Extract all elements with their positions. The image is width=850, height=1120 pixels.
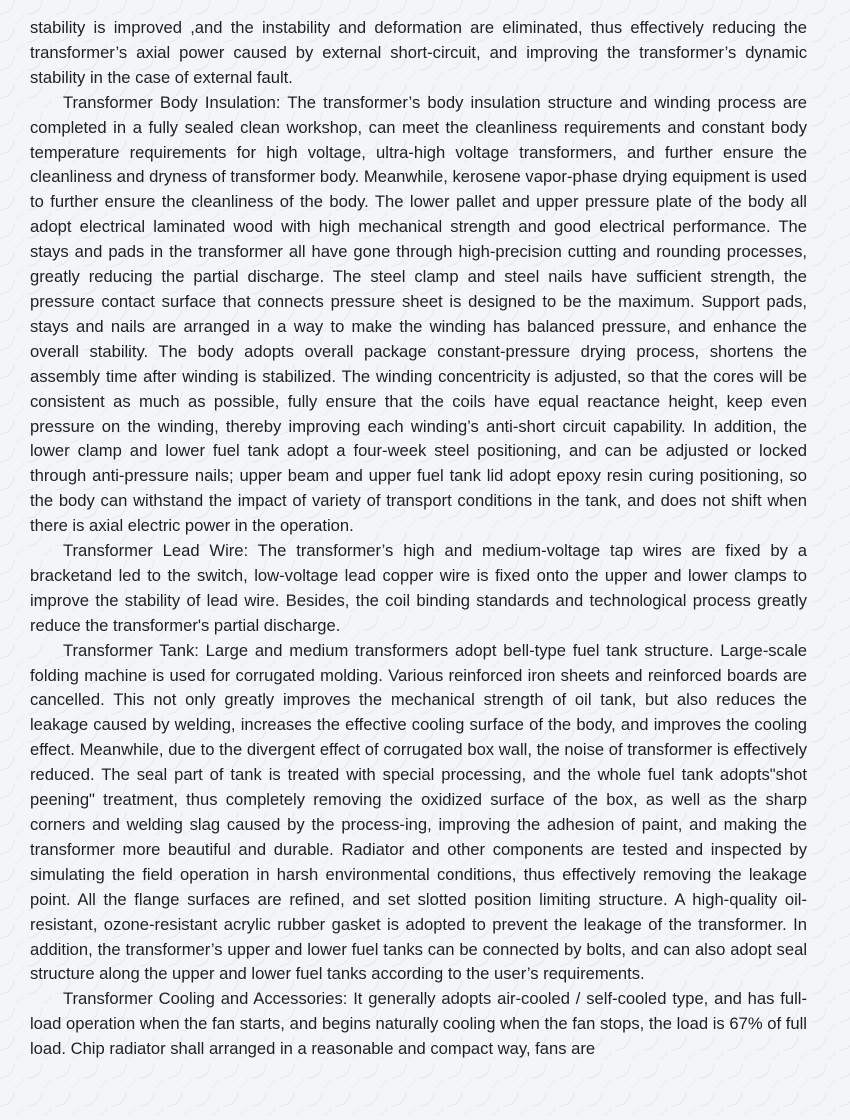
paragraph-tank: Transformer Tank: Large and medium transformers adopt bell-type fuel tank structure. Large-scale folding machine is used for corrugated molding. Various reinforced iron sheets and reinforced boards are cancelled. This not only greatly improves the mechanical strength of oil tank, but also reduces the leakage caused by welding, increases the effective cooling surface of the body, and improves the cooling effect. Meanwhile, due to the divergent effect of corrugated box wall, the noise of transformer is effectively reduced. The seal part of tank is treated with special processing, and the whole fuel tank adopts"shot peening" treatment, thus completely removing the oxidized surface of the box, as well as the sharp corners and welding slag caused by the process-ing, improving the adhesion of paint, and making the transformer more beautiful and durable. Radiator and other components are tested and inspected by simulating the field operation in harsh environmental conditions, thus effectively removing the leakage point. All the flange surfaces are refined, and set slotted position limiting structure. A high-quality oil-resistant, ozone-resistant acrylic rubber gasket is adopted to prevent the leakage of the transformer. In addition, the transformer’s upper and lower fuel tanks can be connected by bolts, and can also adopt seal structure along the upper and lower fuel tanks according to the user’s requirements. (30, 640, 807, 984)
paragraph-body-insulation: Transformer Body Insulation: The transformer’s body insulation structure and winding process are completed in a fully sealed clean workshop, can meet the cleanliness requirements and constant body temperature requirements for high voltage, ultra-high voltage transformers, and further ensure the cleanliness and dryness of transformer body. Meanwhile, kerosene vapor-phase drying equipment is used to further ensure the cleanliness of the body. The lower pallet and upper pressure plate of the body all adopt electrical laminated wood with high mechanical strength and good electrical performance. The stays and pads in the transformer all have gone through high-precision cutting and rounding processes, greatly reducing the partial discharge. The steel clamp and steel nails have sufficient strength, the pressure contact surface that connects pressure sheet is designed to be the maximum. Support pads, stays and nails are arranged in a way to make the winding has balanced pressure, and enhance the overall stability. The body adopts overall package constant-pressure drying process, shortens the assembly time after winding is stabilized. The winding concentricity is adjusted, so that the cores will be consistent as much as possible, fully ensure that the coils have equal reactance height, keep even pressure on the winding, thereby improving each winding’s anti-short circuit capability. In addition, the lower clamp and lower fuel tank adopt a four-week steel positioning, and can be adjusted or locked through anti-pressure nails; upper beam and upper fuel tank lid adopt epoxy resin curing positioning, so the body can withstand the impact of variety of transport conditions in the tank, and does not shift when there is axial electric power in the operation. (30, 92, 807, 536)
paragraph-cooling-accessories: Transformer Cooling and Accessories: It generally adopts air-cooled / self-cooled type, and has full-load operation when the fan starts, and begins naturally cooling when the fan stops, the load is 67% of full load. Chip radiator shall arranged in a reasonable and compact way, fans are (30, 989, 807, 1059)
paragraph-dynamic-stability: stability is improved ,and the instability and deformation are eliminated, thus effectively reducing the transformer’s axial power caused by external short-circuit, and improving the transformer’s dynamic stability in the case of external fault. (30, 18, 807, 87)
paragraph-lead-wire: Transformer Lead Wire: The transformer’s high and medium-voltage tap wires are fixed by a bracketand led to the switch, low-voltage lead copper wire is fixed onto the upper and lower clamps to improve the stability of lead wire. Besides, the coil binding standards and technological process greatly reduce the transformer's partial discharge. (30, 541, 807, 635)
document-body (30, 16, 807, 1062)
